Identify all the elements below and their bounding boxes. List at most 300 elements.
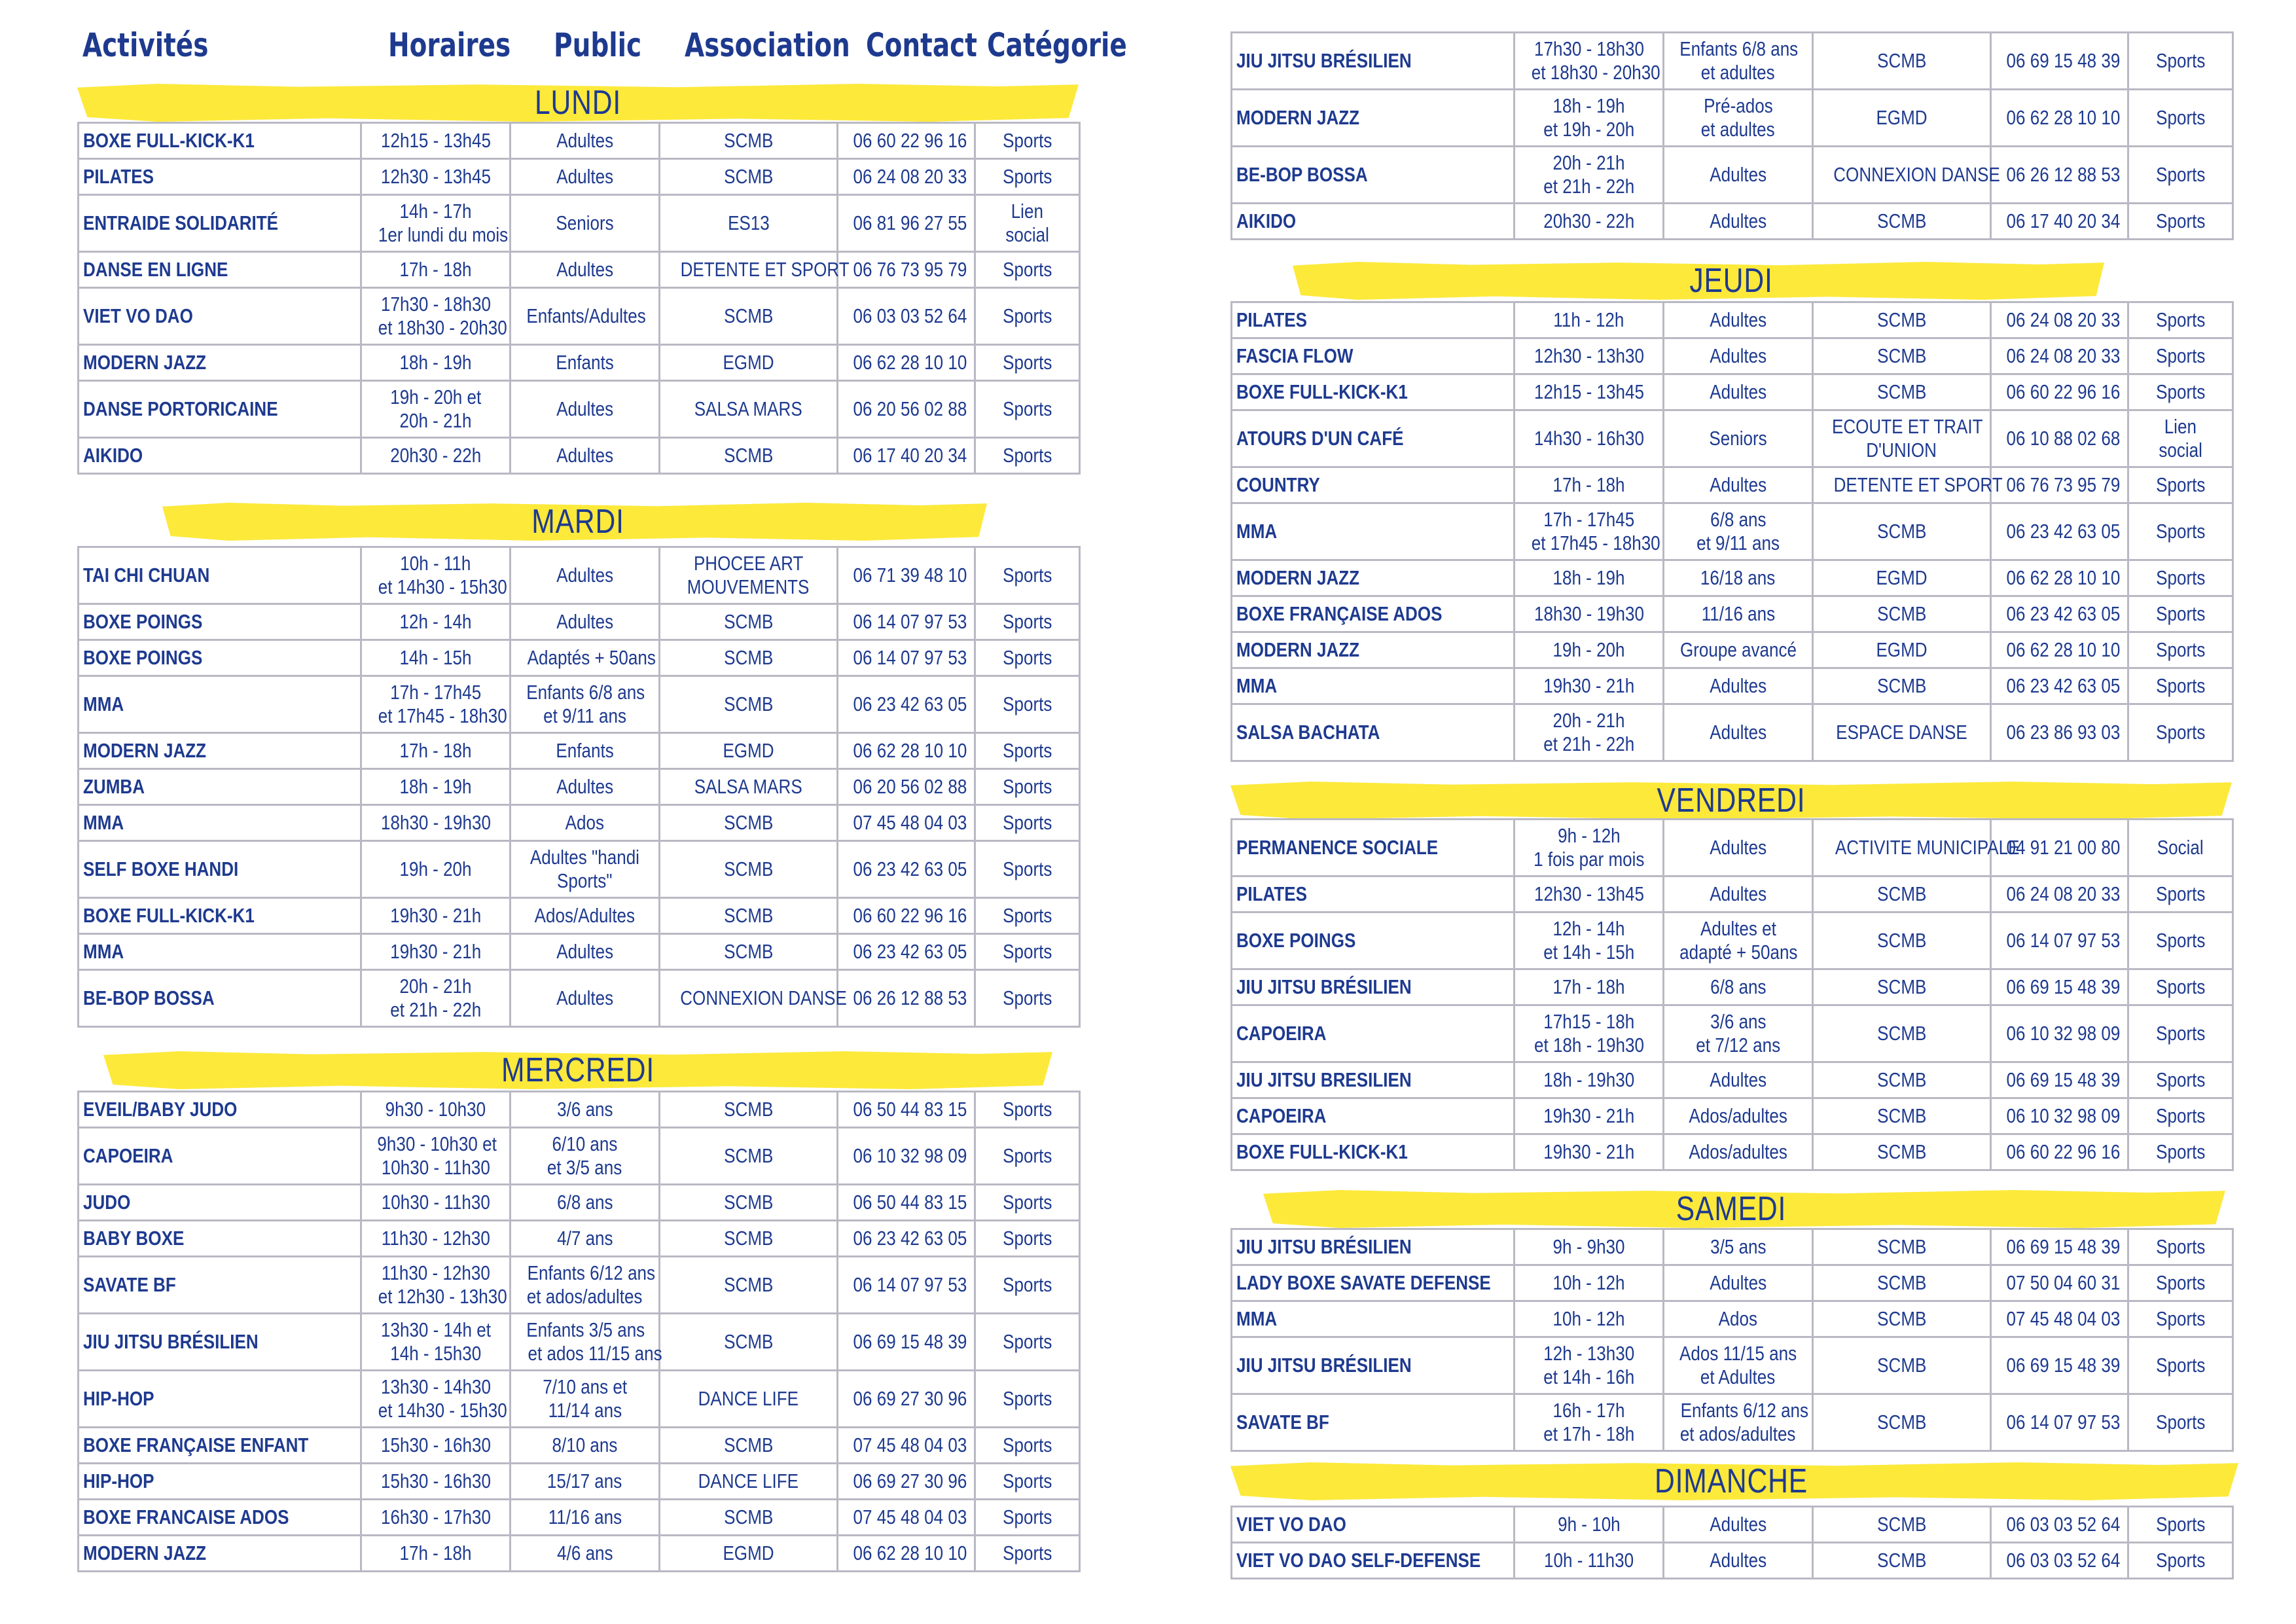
cell-text: Adultes xyxy=(556,397,613,420)
cell-hours xyxy=(361,934,511,970)
cell-association xyxy=(1813,1507,1991,1543)
cell-text: et 9/11 ans xyxy=(1696,532,1780,554)
cell-text: Lien xyxy=(2164,415,2197,438)
cell-text: Sports xyxy=(2155,602,2206,625)
cell-text: Adultes xyxy=(1710,473,1767,496)
cell-category xyxy=(2128,969,2233,1005)
cell-contact xyxy=(838,1185,975,1221)
cell-text: 10h - 12h xyxy=(1552,1307,1625,1330)
cell-text: 16/18 ans xyxy=(1700,566,1776,589)
phone-number: 06 10 32 98 09 xyxy=(2006,1022,2121,1045)
cell-activity xyxy=(1232,1134,1515,1170)
activity-name: FASCIA FLOW xyxy=(1236,344,1354,367)
cell-hours xyxy=(1515,912,1664,969)
cell-text: SCMB xyxy=(723,129,774,152)
cell-activity xyxy=(79,898,361,934)
cell-activity xyxy=(79,1221,361,1257)
cell-contact xyxy=(1991,1098,2128,1134)
cell-hours xyxy=(1515,1394,1664,1451)
activity-name: DANSE PORTORICAINE xyxy=(83,397,278,420)
cell-text: Sports xyxy=(1002,1542,1052,1564)
cell-text: Adultes xyxy=(1710,721,1767,744)
cell-hours xyxy=(1515,820,1664,876)
cell-public xyxy=(1664,204,1813,240)
cell-public xyxy=(1664,1543,1813,1579)
cell-public xyxy=(1664,33,1813,90)
phone-number: 06 69 15 48 39 xyxy=(853,1330,967,1353)
cell-text: Sports xyxy=(1002,857,1052,880)
column-headers xyxy=(77,26,1127,79)
cell-hours xyxy=(361,1092,511,1128)
cell-public xyxy=(511,676,660,733)
phone-number: 06 03 03 52 64 xyxy=(853,304,967,327)
cell-text: SCMB xyxy=(1876,882,1927,905)
cell-category xyxy=(975,970,1080,1027)
cell-activity xyxy=(79,1371,361,1428)
cell-category xyxy=(975,676,1080,733)
cell-category xyxy=(975,1185,1080,1221)
cell-category xyxy=(2128,1265,2233,1301)
phone-number: 04 91 21 00 80 xyxy=(2006,836,2121,859)
cell-public xyxy=(1664,560,1813,596)
phone-number: 06 69 27 30 96 xyxy=(853,1470,967,1492)
cell-text: Sports xyxy=(2155,674,2206,697)
cell-text: SCMB xyxy=(1876,344,1927,367)
cell-category xyxy=(975,1128,1080,1185)
cell-text: 18h30 - 19h30 xyxy=(380,811,491,834)
cell-hours xyxy=(1515,560,1664,596)
cell-text: SCMB xyxy=(1876,209,1927,232)
cell-text: Sports xyxy=(2155,638,2206,661)
cell-contact xyxy=(838,934,975,970)
cell-text: Sports xyxy=(1002,1470,1052,1492)
cell-text: 6/8 ans xyxy=(556,1191,613,1214)
cell-activity xyxy=(1232,410,1515,467)
table-row xyxy=(1232,969,2233,1005)
cell-contact xyxy=(1991,1507,2128,1543)
cell-category xyxy=(975,733,1080,769)
cell-contact xyxy=(1991,596,2128,632)
cell-text: Adaptés + 50ans xyxy=(527,646,656,669)
day-banner-mardi xyxy=(77,503,1079,541)
header-horaires: Horaires xyxy=(388,26,511,64)
cell-text: MOUVEMENTS xyxy=(687,575,810,598)
cell-hours xyxy=(361,195,511,252)
cell-contact xyxy=(838,1500,975,1536)
cell-category xyxy=(2128,90,2233,147)
cell-text: Pré-ados xyxy=(1703,94,1773,117)
phone-number: 06 20 56 02 88 xyxy=(853,397,967,420)
header-activites: Activités xyxy=(82,26,209,64)
cell-text: 10h - 11h xyxy=(400,552,471,575)
cell-text: SCMB xyxy=(723,165,774,188)
cell-text: D'UNION xyxy=(1866,439,1937,461)
activity-name: LADY BOXE SAVATE DEFENSE xyxy=(1236,1271,1491,1294)
cell-activity xyxy=(1232,912,1515,969)
phone-number: 06 23 42 63 05 xyxy=(2006,602,2121,625)
cell-text: et 12h30 - 13h30 xyxy=(378,1285,507,1308)
cell-association xyxy=(1813,1229,1991,1265)
cell-text: 6/8 ans xyxy=(1710,975,1767,998)
cell-contact xyxy=(1991,33,2128,90)
cell-category xyxy=(2128,1134,2233,1170)
phone-number: 06 17 40 20 34 xyxy=(2006,209,2121,232)
cell-text: SCMB xyxy=(723,1098,774,1121)
cell-text: SCMB xyxy=(1876,520,1927,543)
cell-category xyxy=(975,604,1080,640)
cell-category xyxy=(2128,204,2233,240)
cell-hours xyxy=(361,676,511,733)
cell-category xyxy=(975,1092,1080,1128)
cell-text: Enfants 6/12 ans xyxy=(527,1261,656,1284)
cell-contact xyxy=(838,438,975,474)
cell-activity xyxy=(1232,596,1515,632)
cell-text: EGMD xyxy=(1876,106,1928,129)
table-row xyxy=(79,252,1080,288)
cell-contact xyxy=(838,841,975,898)
cell-hours xyxy=(361,252,511,288)
cell-text: Adultes xyxy=(1710,836,1767,859)
cell-association xyxy=(1813,912,1991,969)
activity-name: ATOURS D'UN CAFÉ xyxy=(1236,427,1404,450)
day-banner-lundi xyxy=(77,84,1079,122)
activity-name: BOXE POINGS xyxy=(83,610,203,633)
phone-number: 06 24 08 20 33 xyxy=(853,165,967,188)
cell-association xyxy=(1813,1134,1991,1170)
day-label: LUNDI xyxy=(534,84,622,122)
cell-hours xyxy=(1515,374,1664,410)
cell-public xyxy=(1664,1005,1813,1062)
cell-text: SCMB xyxy=(723,304,774,327)
activity-name: MMA xyxy=(1236,520,1278,543)
cell-text: Ados 11/15 ans xyxy=(1679,1342,1797,1365)
cell-category xyxy=(975,898,1080,934)
cell-text: 14h30 - 16h30 xyxy=(1534,427,1644,450)
cell-association xyxy=(660,1221,838,1257)
cell-text: Sports xyxy=(1002,775,1052,798)
cell-text: 19h - 20h xyxy=(399,857,472,880)
cell-activity xyxy=(79,123,361,159)
activity-name: PILATES xyxy=(83,165,154,188)
table-row xyxy=(79,547,1080,604)
cell-text: 18h30 - 19h30 xyxy=(1534,602,1644,625)
cell-text: Enfants 6/8 ans xyxy=(526,681,645,704)
cell-category xyxy=(975,252,1080,288)
activity-name: JIU JITSU BRÉSILIEN xyxy=(1236,49,1412,72)
cell-contact xyxy=(838,381,975,438)
table-row xyxy=(79,934,1080,970)
cell-text: Adultes "handi xyxy=(529,846,640,869)
cell-text: et 14h - 16h xyxy=(1543,1365,1634,1388)
cell-public xyxy=(1664,410,1813,467)
cell-category xyxy=(2128,1062,2233,1098)
table-row xyxy=(1232,1134,2233,1170)
cell-text: Sports xyxy=(1002,564,1052,586)
cell-activity xyxy=(79,1428,361,1464)
table-row xyxy=(79,1092,1080,1128)
cell-text: et ados/adultes xyxy=(1680,1422,1796,1445)
cell-text: SCMB xyxy=(1876,308,1927,331)
cell-text: 17h15 - 18h xyxy=(1543,1010,1634,1033)
cell-text: DETENTE ET SPORT xyxy=(680,258,850,281)
cell-association xyxy=(1813,969,1991,1005)
cell-text: 11/16 ans xyxy=(548,1506,622,1528)
cell-text: ESPACE DANSE xyxy=(1836,721,1967,744)
cell-association xyxy=(1813,204,1991,240)
cell-category xyxy=(975,1371,1080,1428)
cell-text: 13h30 - 14h30 xyxy=(380,1375,491,1398)
cell-activity xyxy=(1232,820,1515,876)
cell-text: ECOUTE ET TRAIT xyxy=(1831,415,1983,438)
cell-association xyxy=(1813,560,1991,596)
cell-hours xyxy=(361,733,511,769)
activity-name: BOXE FULL-KICK-K1 xyxy=(1236,380,1408,403)
cell-text: SCMB xyxy=(723,1434,774,1456)
cell-contact xyxy=(1991,1005,2128,1062)
cell-text: Adultes xyxy=(1710,1549,1767,1572)
cell-public xyxy=(511,438,660,474)
cell-hours xyxy=(1515,1301,1664,1337)
cell-public xyxy=(511,123,660,159)
cell-text: SALSA MARS xyxy=(694,775,802,798)
phone-number: 07 45 48 04 03 xyxy=(853,1434,967,1456)
cell-text: PHOCEE ART xyxy=(693,552,804,575)
cell-text: 3/6 ans xyxy=(556,1098,613,1121)
cell-public xyxy=(511,841,660,898)
cell-contact xyxy=(838,1536,975,1572)
activity-name: CAPOEIRA xyxy=(83,1144,173,1167)
cell-activity xyxy=(79,438,361,474)
cell-activity xyxy=(79,1257,361,1314)
cell-text: Sports" xyxy=(557,869,613,892)
cell-hours xyxy=(361,805,511,841)
cell-text: SCMB xyxy=(1876,1271,1927,1294)
phone-number: 06 26 12 88 53 xyxy=(853,986,967,1009)
table-row xyxy=(79,288,1080,345)
cell-text: 17h30 - 18h30 xyxy=(1534,37,1644,60)
schedule-table xyxy=(77,1091,1081,1572)
cell-text: Sports xyxy=(1002,940,1052,963)
cell-hours xyxy=(1515,632,1664,668)
cell-text: 17h - 17h45 xyxy=(1543,508,1634,531)
cell-public xyxy=(1664,1507,1813,1543)
schedule-table xyxy=(77,546,1081,1028)
cell-public xyxy=(511,1464,660,1500)
table-row xyxy=(1232,1507,2233,1543)
schedule-table xyxy=(1230,301,2234,762)
cell-contact xyxy=(1991,1134,2128,1170)
schedule-table xyxy=(1230,818,2234,1171)
cell-text: Sports xyxy=(1002,811,1052,834)
cell-hours xyxy=(361,1314,511,1371)
cell-category xyxy=(975,805,1080,841)
phone-number: 06 23 42 63 05 xyxy=(2006,520,2121,543)
phone-number: 06 03 03 52 64 xyxy=(2006,1549,2121,1572)
cell-text: Seniors xyxy=(1709,427,1767,450)
cell-association xyxy=(1813,467,2003,503)
cell-text: Adultes xyxy=(556,165,613,188)
cell-text: 1 fois par mois xyxy=(1533,848,1645,871)
table-row xyxy=(79,898,1080,934)
activity-name: MMA xyxy=(83,693,124,715)
table-row xyxy=(79,1464,1080,1500)
cell-contact xyxy=(1991,302,2128,338)
table-row xyxy=(79,123,1080,159)
cell-hours xyxy=(361,1257,511,1314)
cell-hours xyxy=(361,1371,511,1428)
table-row xyxy=(79,159,1080,195)
cell-contact xyxy=(838,252,975,288)
cell-association xyxy=(1813,1543,1991,1579)
phone-number: 06 24 08 20 33 xyxy=(2006,308,2121,331)
table-row xyxy=(79,1314,1080,1371)
cell-text: 18h - 19h xyxy=(399,351,472,374)
cell-hours xyxy=(361,1221,511,1257)
cell-text: SCMB xyxy=(1876,1549,1927,1572)
activity-name: BOXE FULL-KICK-K1 xyxy=(1236,1140,1408,1163)
cell-text: Sports xyxy=(1002,444,1052,467)
activity-name: MMA xyxy=(1236,674,1278,697)
cell-public xyxy=(511,1221,660,1257)
cell-association xyxy=(660,1314,838,1371)
cell-category xyxy=(2128,467,2233,503)
header-public: Public xyxy=(554,26,642,64)
cell-text: 3/6 ans xyxy=(1710,1010,1767,1033)
cell-hours xyxy=(1515,876,1664,912)
cell-text: Sports xyxy=(2155,1549,2206,1572)
cell-text: SCMB xyxy=(723,1506,774,1528)
phone-number: 06 62 28 10 10 xyxy=(2006,106,2121,129)
cell-activity xyxy=(79,676,361,733)
cell-text: 10h - 12h xyxy=(1552,1271,1625,1294)
phone-number: 06 50 44 83 15 xyxy=(853,1098,967,1121)
cell-activity xyxy=(1232,1543,1515,1579)
cell-text: Enfants 3/5 ans xyxy=(526,1318,645,1341)
cell-category xyxy=(2128,503,2233,560)
cell-text: et 17h - 18h xyxy=(1543,1422,1634,1445)
table-row xyxy=(1232,204,2233,240)
cell-text: Sports xyxy=(2155,163,2206,186)
cell-text: Groupe avancé xyxy=(1679,638,1797,661)
activity-name: JIU JITSU BRESILIEN xyxy=(1236,1068,1412,1091)
activity-name: JIU JITSU BRÉSILIEN xyxy=(1236,975,1412,998)
cell-text: social xyxy=(1005,223,1049,246)
table-row xyxy=(1232,1229,2233,1265)
cell-text: EGMD xyxy=(723,739,774,762)
activity-name: VIET VO DAO SELF-DEFENSE xyxy=(1236,1549,1481,1572)
day-banner-dimanche xyxy=(1230,1462,2232,1500)
phone-number: 06 62 28 10 10 xyxy=(2006,566,2121,589)
phone-number: 06 62 28 10 10 xyxy=(853,1542,967,1564)
table-row xyxy=(79,676,1080,733)
cell-association xyxy=(660,676,838,733)
cell-hours xyxy=(361,288,511,345)
cell-text: et 19h - 20h xyxy=(1543,118,1634,141)
table-row xyxy=(79,970,1080,1027)
activity-name: DANSE EN LIGNE xyxy=(83,258,228,281)
cell-contact xyxy=(1991,820,2128,876)
cell-text: SCMB xyxy=(723,1144,774,1167)
cell-text: Enfants 6/8 ans xyxy=(1679,37,1799,60)
cell-public xyxy=(511,288,660,345)
cell-activity xyxy=(1232,204,1515,240)
cell-text: Adultes xyxy=(556,129,613,152)
activity-name: MODERN JAZZ xyxy=(83,351,207,374)
cell-public xyxy=(511,934,660,970)
cell-text: 9h - 12h xyxy=(1557,824,1621,847)
cell-activity xyxy=(79,841,361,898)
phone-number: 06 60 22 96 16 xyxy=(2006,380,2121,403)
cell-text: SCMB xyxy=(723,1330,774,1353)
cell-association xyxy=(660,1257,838,1314)
table-row xyxy=(1232,704,2233,761)
cell-text: SCMB xyxy=(723,1273,774,1296)
cell-public xyxy=(511,805,660,841)
cell-text: 14h - 15h xyxy=(399,646,472,669)
cell-category xyxy=(975,1257,1080,1314)
cell-activity xyxy=(79,769,361,805)
cell-text: 10h30 - 11h30 xyxy=(381,1156,490,1179)
table-row xyxy=(79,805,1080,841)
cell-hours xyxy=(1515,1265,1664,1301)
cell-association xyxy=(1813,147,2000,204)
day-label: MERCREDI xyxy=(501,1051,655,1089)
cell-text: ES13 xyxy=(727,211,770,234)
cell-public xyxy=(1664,503,1813,560)
cell-contact xyxy=(1991,560,2128,596)
cell-activity xyxy=(1232,1507,1515,1543)
cell-association xyxy=(1813,410,1991,467)
table-row xyxy=(1232,668,2233,704)
cell-text: Sports xyxy=(2155,1307,2206,1330)
cell-public xyxy=(511,640,660,676)
activity-name: JUDO xyxy=(83,1191,131,1214)
cell-association xyxy=(1813,1301,1991,1337)
cell-activity xyxy=(1232,876,1515,912)
cell-association xyxy=(1813,1265,1991,1301)
cell-text: et 18h30 - 20h30 xyxy=(378,316,507,339)
cell-text: 19h30 - 21h xyxy=(389,940,481,963)
day-label: SAMEDI xyxy=(1676,1190,1787,1228)
cell-text: Ados/Adultes xyxy=(534,904,636,927)
cell-association xyxy=(660,733,838,769)
cell-hours xyxy=(361,841,511,898)
cell-text: Ados xyxy=(1718,1307,1758,1330)
cell-category xyxy=(975,1536,1080,1572)
cell-activity xyxy=(1232,1062,1515,1098)
cell-hours xyxy=(1515,596,1664,632)
activity-name: JIU JITSU BRÉSILIEN xyxy=(1236,1235,1412,1258)
cell-association xyxy=(660,640,838,676)
cell-activity xyxy=(1232,668,1515,704)
cell-category xyxy=(2128,704,2233,761)
schedule-table xyxy=(77,122,1081,475)
activity-name: SELF BOXE HANDI xyxy=(83,857,239,880)
cell-contact xyxy=(838,676,975,733)
cell-hours xyxy=(361,898,511,934)
cell-hours xyxy=(1515,1062,1664,1098)
cell-public xyxy=(1664,1337,1813,1394)
cell-text: 4/6 ans xyxy=(556,1542,613,1564)
activity-name: HIP-HOP xyxy=(83,1387,154,1410)
cell-category xyxy=(975,640,1080,676)
phone-number: 06 23 42 63 05 xyxy=(853,940,967,963)
cell-contact xyxy=(838,769,975,805)
activity-name: MODERN JAZZ xyxy=(83,1542,207,1564)
phone-number: 06 10 88 02 68 xyxy=(2006,427,2121,450)
day-banner-jeudi xyxy=(1230,262,2232,300)
cell-category xyxy=(975,934,1080,970)
